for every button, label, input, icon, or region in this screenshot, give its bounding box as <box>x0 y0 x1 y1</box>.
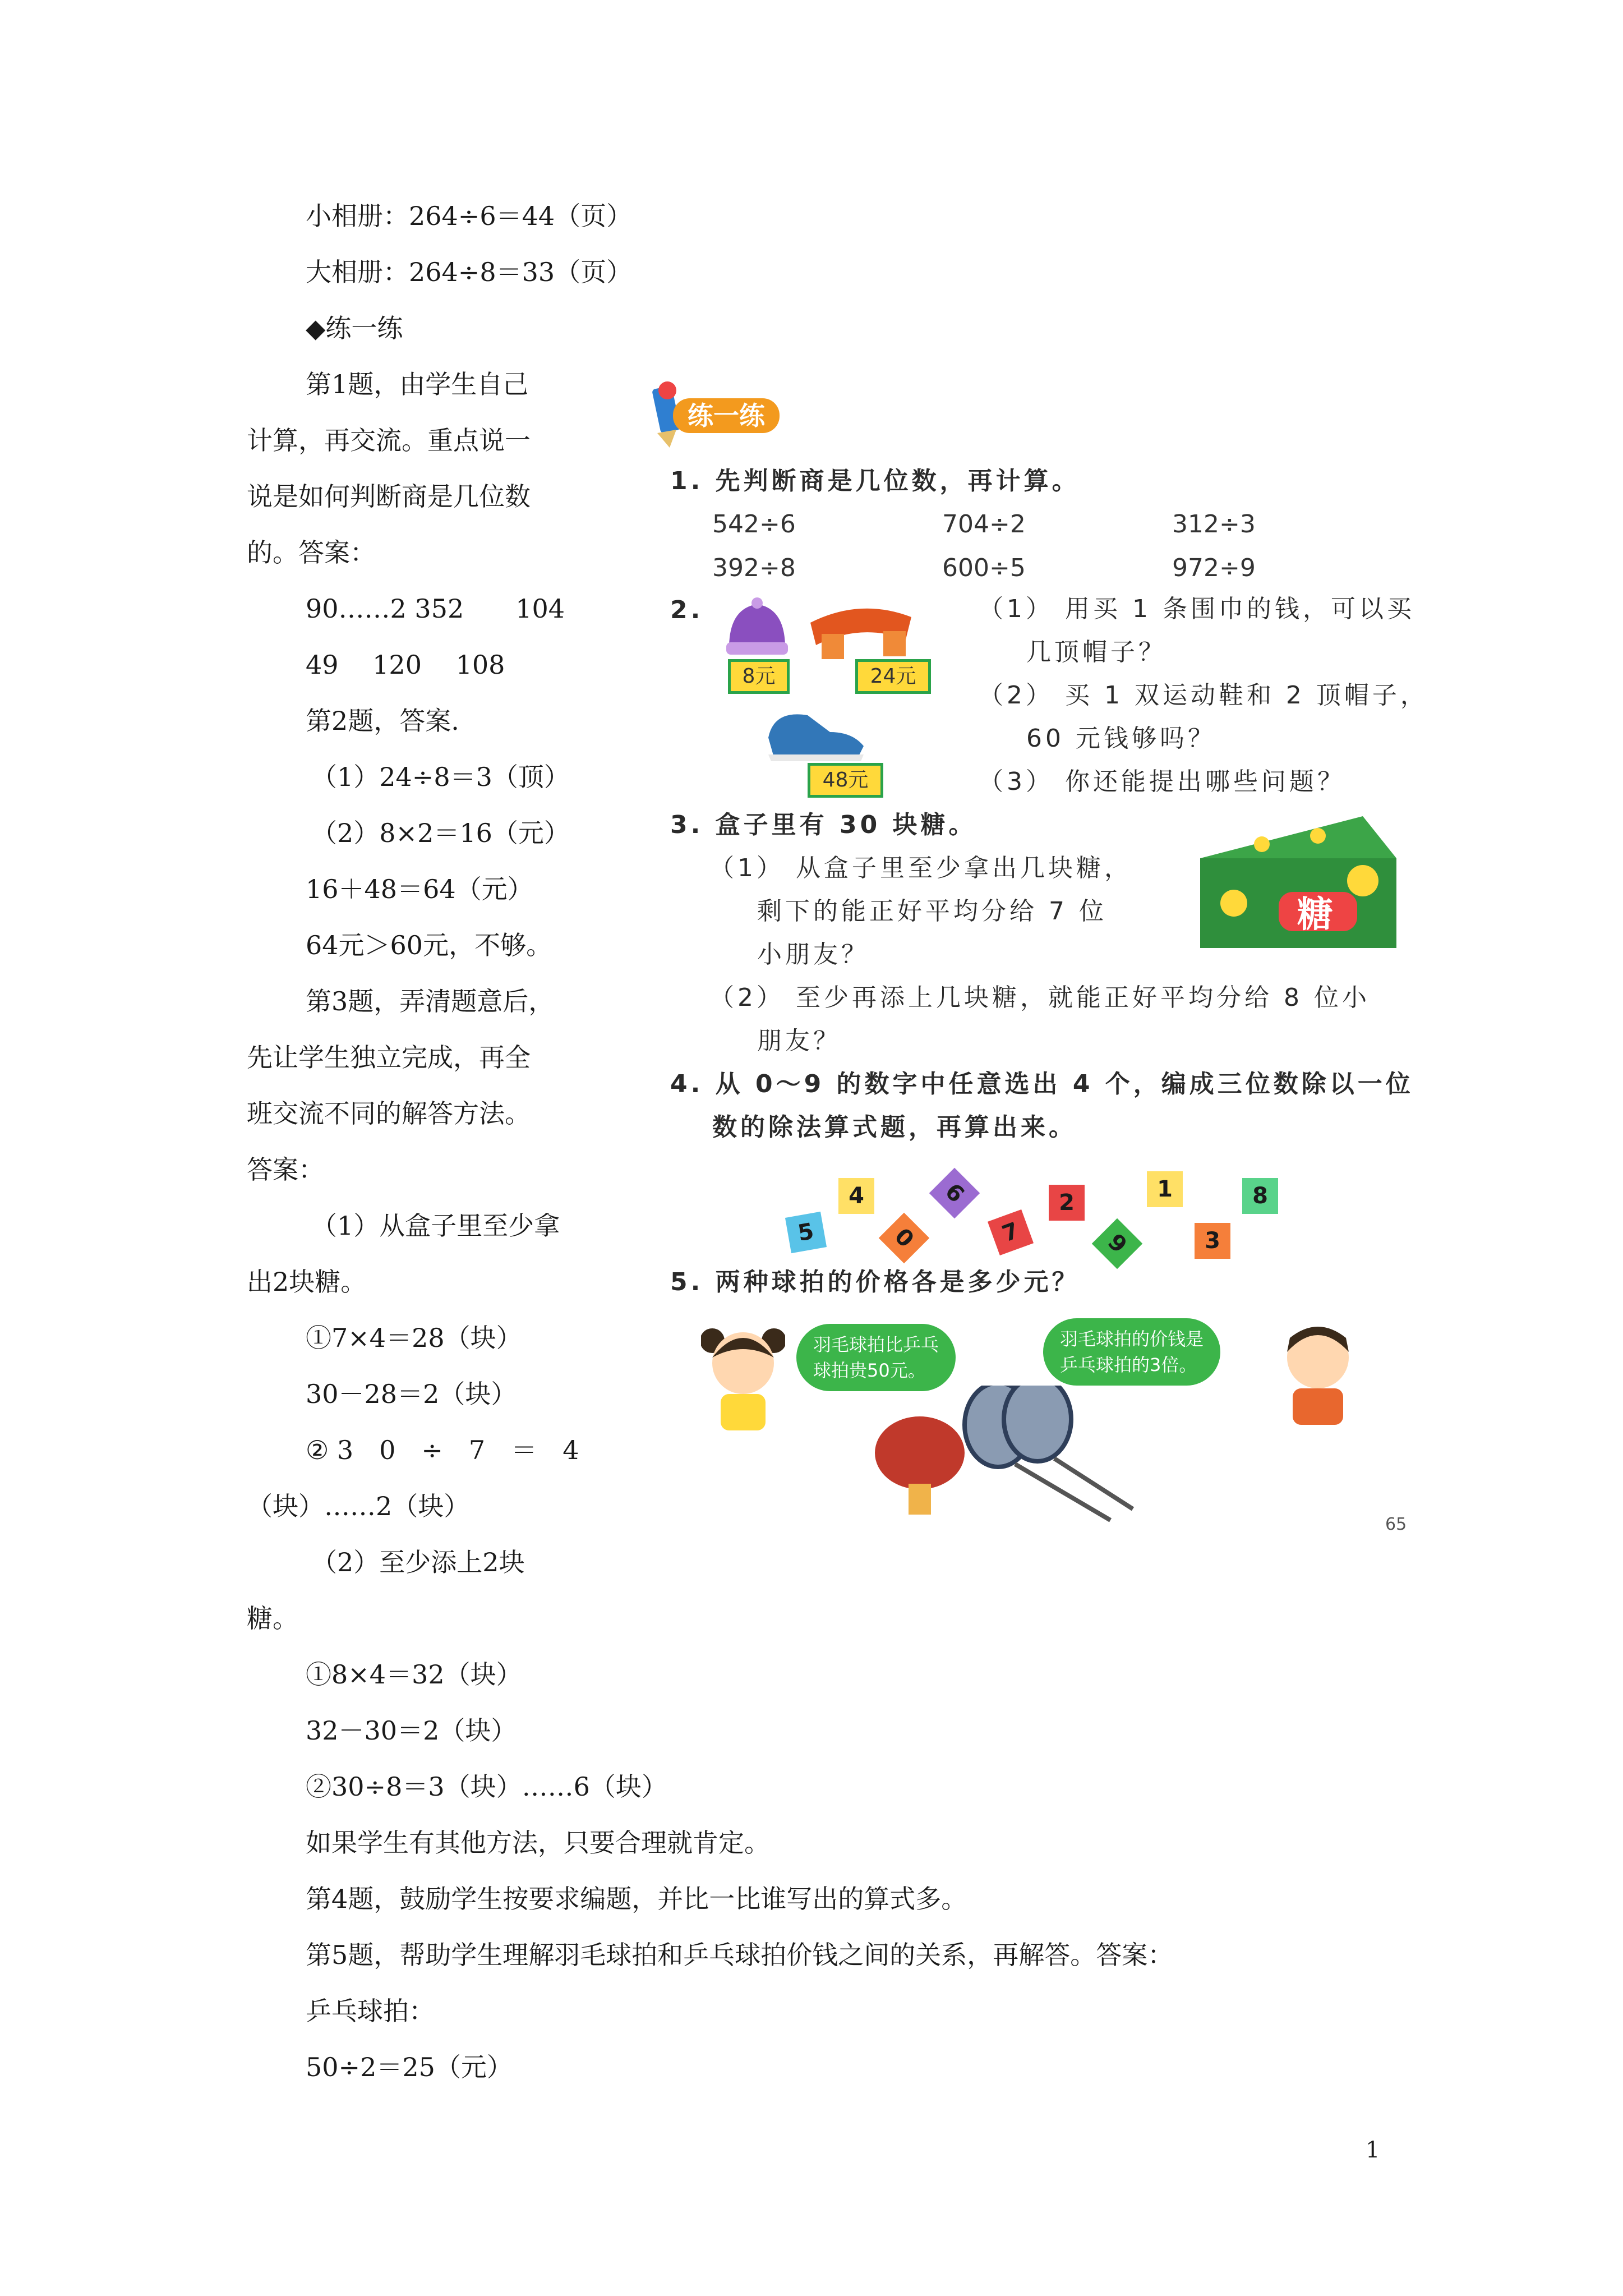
question-3-line: （2） 至少再添上几块糖，就能正好平均分给 8 位小 <box>709 983 1370 1012</box>
digit-card: 0 <box>879 1213 930 1264</box>
answer-line: ①8×4＝32（块） <box>306 1659 522 1690</box>
calc-item: 704÷2 <box>942 510 1026 539</box>
answer-line: 49 120 108 <box>306 650 505 680</box>
text-line: 计算，再交流。重点说一 <box>247 425 531 455</box>
speech-bubble-left <box>796 1324 956 1391</box>
question-3-line: 剩下的能正好平均分给 7 位 <box>757 897 1107 926</box>
answer-line: 50÷2＝25（元） <box>306 2052 513 2082</box>
question-2-line: 60 元钱够吗？ <box>1026 724 1216 753</box>
scarf-icon <box>805 600 917 662</box>
digit-card: 1 <box>1147 1171 1183 1207</box>
digit-card: 8 <box>1242 1178 1278 1214</box>
answer-line: 64元＞60元，不够。 <box>306 930 552 960</box>
text-line: 如果学生有其他方法，只要合理就肯定。 <box>306 1828 770 1858</box>
shoes-price: 48元 <box>808 763 883 798</box>
question-5: 5. 两种球拍的价格各是多少元？ <box>670 1268 1080 1296</box>
text-line: 小相册：264÷6＝44（页） <box>306 201 633 231</box>
question-4-line: 4. 从 0～9 的数字中任意选出 4 个，编成三位数除以一位 <box>670 1070 1414 1098</box>
bubble-text: 乒乓球拍的3倍。 <box>1060 1354 1197 1375</box>
speech-bubble-right <box>1043 1318 1220 1386</box>
hat-price: 8元 <box>728 659 790 694</box>
question-3-line: 小朋友？ <box>757 940 869 969</box>
section-heading: ◆练一练 <box>306 313 403 343</box>
digit-card: 7 <box>988 1209 1034 1255</box>
answer-line: 30－28＝2（块） <box>306 1379 517 1409</box>
text-line: （1）从盒子里至少拿 <box>311 1211 560 1241</box>
text-line: 班交流不同的解答方法。 <box>247 1098 531 1129</box>
question-2-number: 2. <box>670 596 704 624</box>
bubble-text: 球拍贵50元。 <box>813 1360 926 1381</box>
text-line: 出2块糖。 <box>247 1267 367 1297</box>
bubble-text: 羽毛球拍比乒乓 <box>813 1334 939 1355</box>
question-1: 1. 先判断商是几位数，再计算。 <box>670 467 1080 495</box>
answer-line: ①7×4＝28（块） <box>306 1323 522 1353</box>
answer-line: （块）……2（块） <box>247 1491 470 1521</box>
text-line: 的。答案： <box>247 537 376 568</box>
banner-label: 练一练 <box>673 398 780 433</box>
question-3-line: 朋友？ <box>757 1027 841 1055</box>
calc-item: 600÷5 <box>942 554 1026 582</box>
scarf-price: 24元 <box>855 659 931 694</box>
text-line: 大相册：264÷8＝33（页） <box>306 257 633 287</box>
digit-card: 5 <box>785 1212 827 1253</box>
digit-card: 4 <box>838 1178 874 1214</box>
digit-card: 2 <box>1049 1185 1085 1221</box>
text-line: 第3题，弄清题意后， <box>306 986 555 1016</box>
calc-item: 312÷3 <box>1172 510 1256 539</box>
hat-icon <box>721 597 794 659</box>
badminton-racket-icon <box>953 1386 1138 1531</box>
answer-line: ② 3 0 ÷ 7 ＝ 4 <box>306 1435 579 1465</box>
answer-line: ②30÷8＝3（块）……6（块） <box>306 1772 667 1802</box>
text-line: 第2题，答案. <box>306 706 459 736</box>
practice-banner <box>645 381 785 449</box>
question-3: 3. 盒子里有 30 块糖。 <box>670 811 977 839</box>
text-line: 第4题，鼓励学生按要求编题，并比一比谁写出的算式多。 <box>306 1884 967 1914</box>
calc-item: 542÷6 <box>712 510 796 539</box>
answer-line: 32－30＝2（块） <box>306 1715 517 1746</box>
text-line: 第5题，帮助学生理解羽毛球拍和乒乓球拍价钱之间的关系，再解答。答案： <box>306 1940 1174 1970</box>
answer-line: 90……2 352 104 <box>306 593 565 624</box>
digit-card: 9 <box>1092 1218 1143 1269</box>
text-line: 说是如何判断商是几位数 <box>247 481 531 512</box>
calc-item: 972÷9 <box>1172 554 1256 582</box>
girl-icon <box>701 1318 785 1430</box>
text-line: 糖。 <box>247 1603 298 1634</box>
text-line: 乒乓球拍： <box>306 1996 435 2026</box>
digit-card: 6 <box>929 1168 980 1219</box>
shoes-icon <box>763 698 869 766</box>
question-2-line: （1） 用买 1 条围巾的钱，可以买 <box>979 595 1415 623</box>
answer-line: （2）8×2＝16（元） <box>311 818 570 848</box>
answer-line: 16＋48＝64（元） <box>306 874 533 904</box>
boy-icon <box>1276 1313 1360 1425</box>
digit-card: 3 <box>1195 1223 1230 1259</box>
page-number: 1 <box>1366 2137 1380 2163</box>
text-line: （2）至少添上2块 <box>311 1547 525 1577</box>
bubble-text: 羽毛球拍的价钱是 <box>1060 1328 1204 1350</box>
textbook-excerpt <box>645 370 1428 1559</box>
text-line: 第1题，由学生自己 <box>306 369 529 399</box>
candy-label: 糖 <box>1297 894 1333 936</box>
text-line: 答案： <box>247 1154 324 1185</box>
question-3-line: （1） 从盒子里至少拿出几块糖， <box>709 854 1132 882</box>
question-4-line: 数的除法算式题，再算出来。 <box>712 1113 1077 1142</box>
answer-line: （1）24÷8＝3（顶） <box>311 762 570 792</box>
question-2-line: （2） 买 1 双运动鞋和 2 顶帽子， <box>979 681 1428 710</box>
question-2-line: 几顶帽子？ <box>1026 638 1166 666</box>
question-2-line: （3） 你还能提出哪些问题？ <box>979 767 1345 796</box>
text-line: 先让学生独立完成，再全 <box>247 1042 531 1073</box>
calc-item: 392÷8 <box>712 554 796 582</box>
book-page-number: 65 <box>1385 1515 1407 1534</box>
